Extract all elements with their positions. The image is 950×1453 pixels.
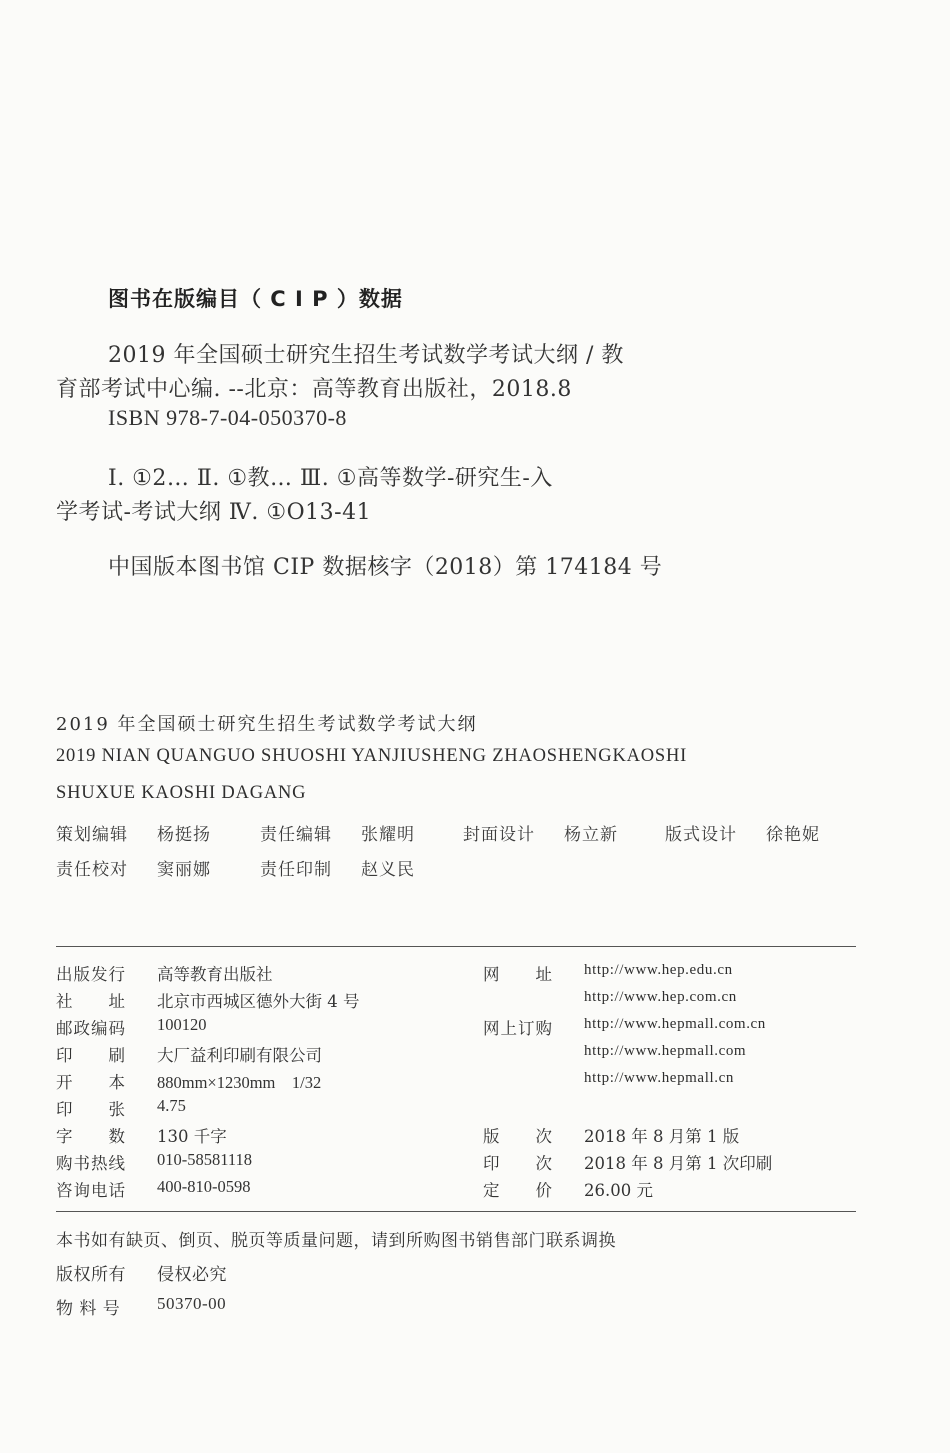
cip-classification-line: Ⅰ. ①2… Ⅱ. ①教… Ⅲ. ①高等数学-研究生-入 <box>108 466 553 491</box>
credit-label: 责任印制 <box>260 860 332 880</box>
divider-line <box>56 946 856 947</box>
info-label: 定 价 <box>483 1181 553 1200</box>
info-label: 印 刷 <box>56 1046 126 1065</box>
price-value: 26.00 元 <box>584 1181 653 1200</box>
info-value: 2018 年 8 月第 1 次印刷 <box>584 1154 773 1173</box>
cip-line: 育部考试中心编. --北京：高等教育出版社，2018.8 <box>56 377 572 402</box>
credit-value: 杨立新 <box>564 825 618 845</box>
info-label: 印 次 <box>483 1154 553 1173</box>
info-label: 字 数 <box>56 1127 126 1146</box>
website-link[interactable]: http://www.hep.edu.cn <box>584 962 733 978</box>
info-label: 网 址 <box>483 965 553 984</box>
quality-notice: 本书如有缺页、倒页、脱页等质量问题，请到所购图书销售部门联系调换 <box>56 1231 616 1251</box>
credit-label: 策划编辑 <box>56 825 128 845</box>
info-value: 880mm×1230mm 1/32 <box>157 1073 322 1092</box>
credit-label: 责任编辑 <box>260 825 332 845</box>
website-link[interactable]: http://www.hep.com.cn <box>584 989 737 1005</box>
book-title-pinyin: SHUXUE KAOSHI DAGANG <box>56 783 307 803</box>
credit-label: 责任校对 <box>56 860 128 880</box>
info-label: 出版发行 <box>56 965 126 984</box>
copyright-value: 侵权必究 <box>157 1265 227 1285</box>
info-value: 高等教育出版社 <box>157 965 273 984</box>
copyright-label: 版权所有 <box>56 1265 126 1285</box>
info-value: 400-810-0598 <box>157 1177 251 1196</box>
info-value: 大厂益利印刷有限公司 <box>157 1046 322 1065</box>
cip-classification-line: 学考试-考试大纲 Ⅳ. ①O13-41 <box>56 500 372 525</box>
credit-value: 张耀明 <box>361 825 415 845</box>
credit-value: 杨挺扬 <box>157 825 211 845</box>
info-label: 开 本 <box>56 1073 126 1092</box>
info-label: 社 址 <box>56 992 126 1011</box>
info-value: 2018 年 8 月第 1 版 <box>584 1127 740 1146</box>
info-label: 印 张 <box>56 1100 126 1119</box>
info-value: 4.75 <box>157 1096 186 1115</box>
cip-heading: 图书在版编目（ C I P ）数据 <box>108 287 403 311</box>
online-order-link[interactable]: http://www.hepmall.com <box>584 1043 747 1059</box>
info-label: 咨询电话 <box>56 1181 126 1200</box>
credit-value: 徐艳妮 <box>766 825 820 845</box>
book-title-pinyin: 2019 NIAN QUANGUO SHUOSHI YANJIUSHENG ZHAOSHENGKAOSHI <box>56 746 688 766</box>
cip-line: 2019 年全国硕士研究生招生考试数学考试大纲 / 教 <box>108 343 624 368</box>
info-label: 网上订购 <box>483 1019 553 1038</box>
info-value: 130 千字 <box>157 1127 227 1146</box>
info-value: 100120 <box>157 1015 207 1034</box>
online-order-link[interactable]: http://www.hepmall.com.cn <box>584 1016 766 1032</box>
credit-label: 版式设计 <box>665 825 737 845</box>
material-number-value: 50370-00 <box>157 1294 227 1313</box>
info-label: 版 次 <box>483 1127 553 1146</box>
book-title-chinese: 2019 年全国硕士研究生招生考试数学考试大纲 <box>56 714 478 735</box>
credit-value: 赵义民 <box>361 860 415 880</box>
info-value: 北京市西城区德外大街 4 号 <box>157 992 360 1011</box>
credit-label: 封面设计 <box>463 825 535 845</box>
cip-isbn: ISBN 978-7-04-050370-8 <box>108 405 347 430</box>
info-label: 购书热线 <box>56 1154 126 1173</box>
online-order-link[interactable]: http://www.hepmall.cn <box>584 1070 734 1086</box>
cip-record-number: 中国版本图书馆 CIP 数据核字（2018）第 174184 号 <box>108 555 663 580</box>
info-label: 邮政编码 <box>56 1019 126 1038</box>
credit-value: 窦丽娜 <box>157 860 211 880</box>
info-value: 010-58581118 <box>157 1150 253 1169</box>
divider-line <box>56 1211 856 1212</box>
material-number-label: 物 料 号 <box>56 1299 121 1319</box>
